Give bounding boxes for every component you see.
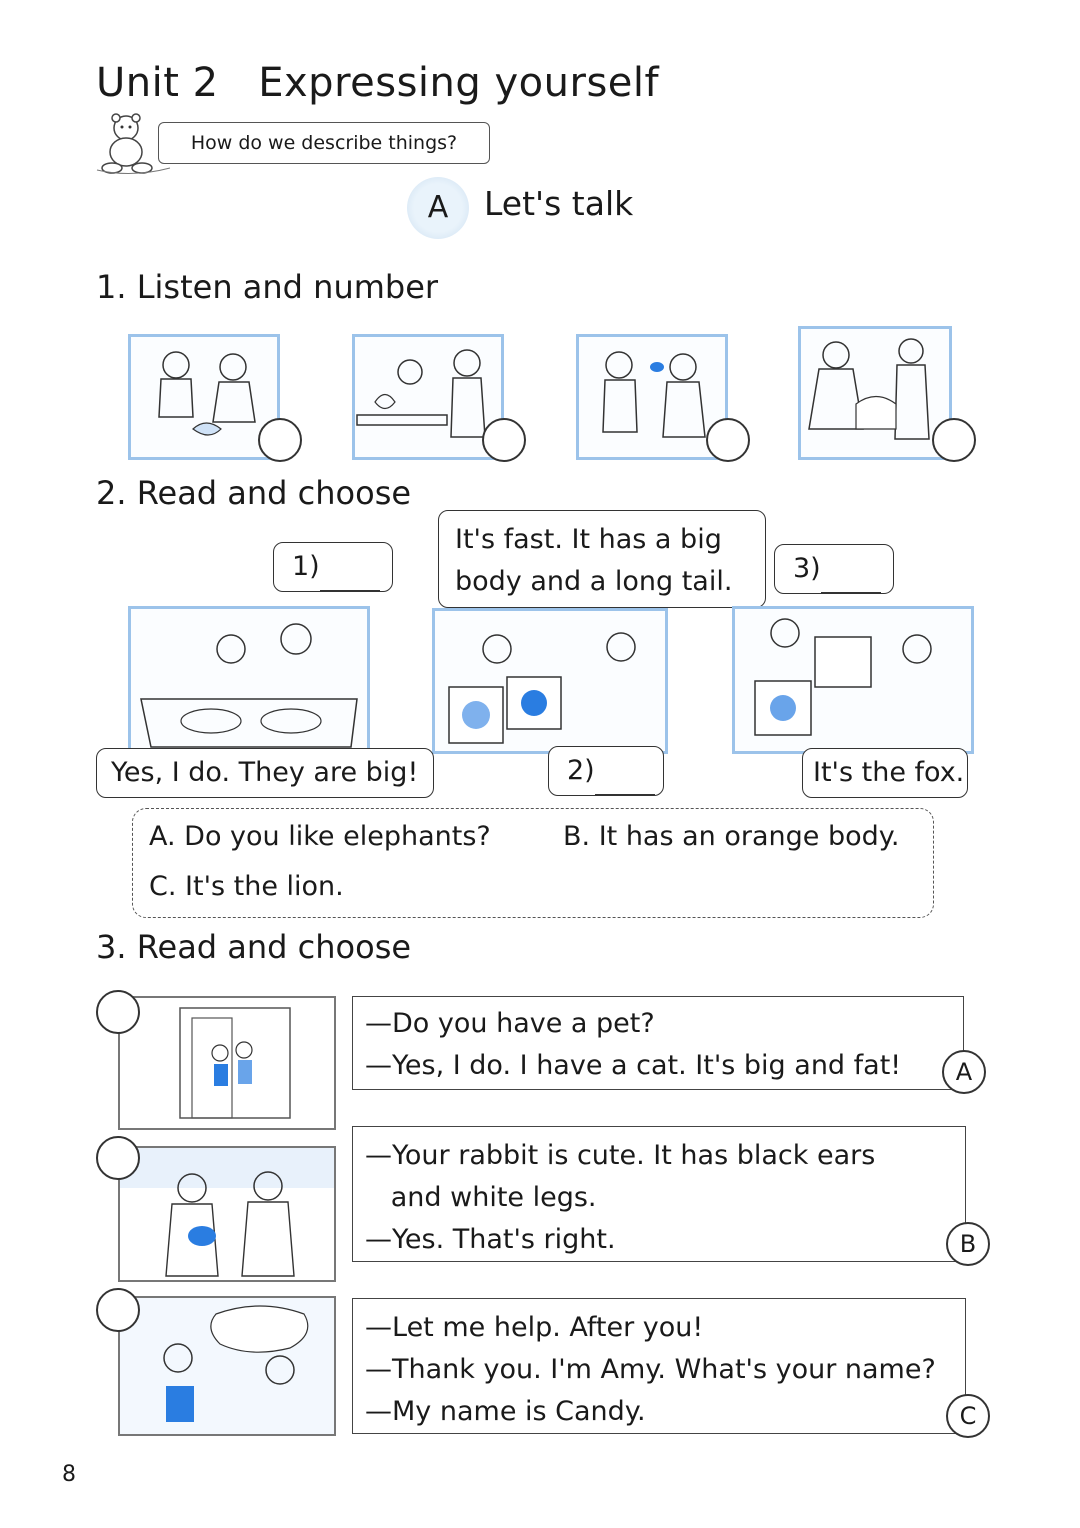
answer-circle-1[interactable] [258,418,302,462]
read-picture-2 [432,608,668,754]
children-with-bird-illustration [579,337,725,457]
answer-circle-3[interactable] [706,418,750,462]
dialogue-box-c [352,1298,966,1434]
dialogue-b-line-2: and white legs. [365,1182,597,1213]
girls-at-door-illustration [120,998,334,1128]
speech-bubble-3 [774,544,894,594]
girl-and-cats-illustration [355,337,501,457]
scene-picture-1 [118,996,336,1130]
girls-looking-at-elephant-pictures-illustration [131,609,367,749]
dialogue-a-line-1: —Do you have a pet? [365,1008,655,1039]
speech-bubble-bottom-left: Yes, I do. They are big! [96,748,434,798]
section3-heading: 3. Read and choose [96,928,412,966]
speech-bubble-bottom-right: It's the fox. [802,748,968,798]
bubble-1-label: 1) [292,551,320,582]
boys-with-fox-and-dog-pictures-illustration [735,609,971,751]
read-picture-3 [732,606,974,754]
children-with-dog-illustration [801,329,949,457]
speech-bubble-2 [548,746,664,796]
answer-options-box [132,808,934,918]
dialogue-letter-c: C [946,1394,990,1438]
speech-bubble-center: It's fast. It has a big body and a long tail. [438,510,766,608]
dialogue-b-line-1: —Your rabbit is cute. It has black ears [365,1140,876,1171]
dialogue-b-line-3: —Yes. That's right. [365,1224,616,1255]
answer-blank-1[interactable] [320,568,380,591]
dialogue-box-a [352,996,964,1090]
section1-heading: 1. Listen and number [96,268,439,306]
dialogue-box-b [352,1126,966,1262]
dialogue-letter-b: B [946,1222,990,1266]
read-picture-1 [128,606,370,752]
option-c: C. It's the lion. [149,871,344,902]
children-with-cat-illustration [131,337,277,457]
listen-picture-4 [798,326,952,460]
scene-answer-circle-3[interactable] [96,1288,140,1332]
option-b: B. It has an orange body. [563,821,900,852]
answer-circle-2[interactable] [482,418,526,462]
answer-circle-4[interactable] [932,418,976,462]
section-a-title: Let's talk [484,184,634,223]
option-a: A. Do you like elephants? [149,821,491,852]
dialogue-letter-a: A [942,1050,986,1094]
dialogue-c-line-3: —My name is Candy. [365,1396,646,1427]
scene-picture-3 [118,1296,336,1436]
dialogue-c-line-2: —Thank you. I'm Amy. What's your name? [365,1354,936,1385]
section-a-badge: A [407,177,469,239]
section2-heading: 2. Read and choose [96,474,412,512]
answer-blank-2[interactable] [595,772,655,795]
boys-with-lion-and-panda-pictures-illustration [435,611,665,751]
answer-blank-3[interactable] [821,570,881,593]
girls-with-cat-thought-illustration [120,1298,334,1434]
scene-answer-circle-2[interactable] [96,1136,140,1180]
guiding-question: How do we describe things? [158,122,490,164]
speech-bubble-1 [273,542,393,592]
unit-title: Unit 2 Expressing yourself [96,60,660,106]
girls-with-rabbit-illustration [120,1148,334,1280]
bubble-2-label: 2) [567,755,595,786]
dialogue-c-line-1: —Let me help. After you! [365,1312,704,1343]
scene-picture-2 [118,1146,336,1282]
scene-answer-circle-1[interactable] [96,990,140,1034]
page-number: 8 [62,1462,76,1487]
dialogue-a-line-2: —Yes, I do. I have a cat. It's big and fat! [365,1050,902,1081]
bubble-3-label: 3) [793,553,821,584]
